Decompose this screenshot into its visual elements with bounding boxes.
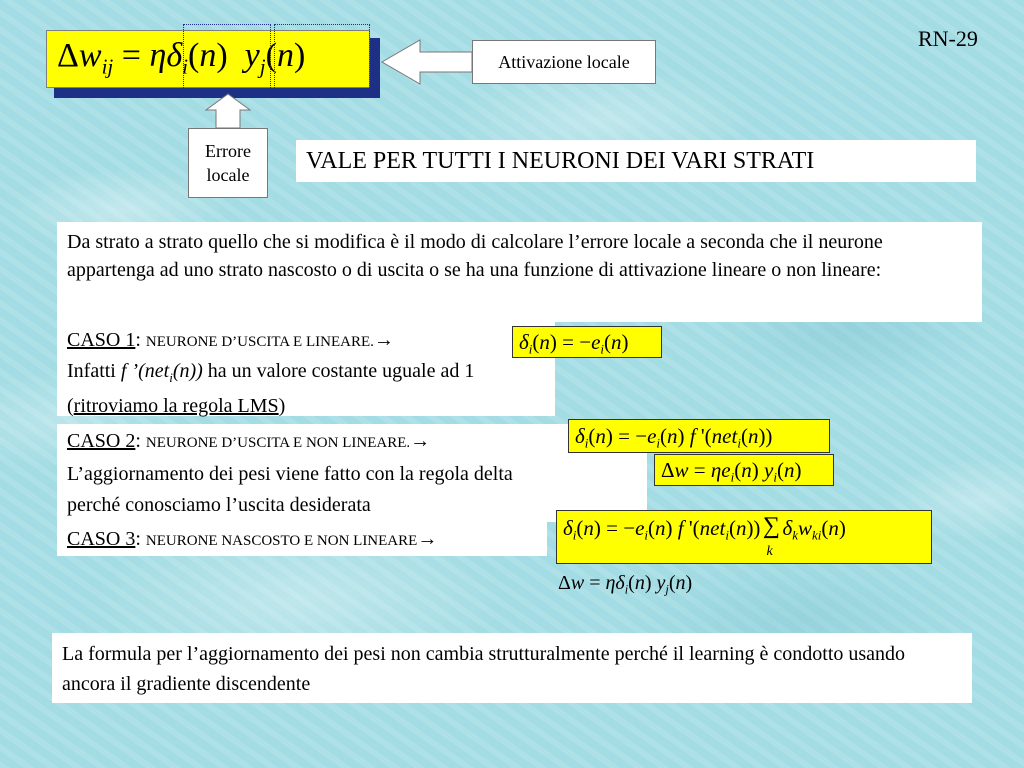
- errore-arrow: [206, 94, 250, 128]
- conclusion-paragraph: La formula per l’aggiornamento dei pesi non cambia strutturalmente perché il learning è condotto usando ancora il gradiente discendente: [52, 633, 972, 703]
- caso1-close: ): [278, 395, 286, 417]
- caso3-title: NEURONE NASCOSTO E NON LINEARE: [145, 533, 418, 549]
- caso1-rest: ha un valore costante uguale ad 1 (: [67, 360, 475, 417]
- caso1-n-close: (n)): [172, 360, 203, 382]
- caso2-line3: perché conosciamo l’uscita desiderata: [67, 494, 371, 516]
- errore-line1: Errore: [205, 141, 251, 161]
- caso3-sep: :: [135, 528, 146, 550]
- caso3-arrow: →: [417, 528, 438, 550]
- caso3-formula: $\delta_i(n) = -e_i(n)$ f '(net$_i$(n)) ∑ k $\delta_kw_{ki}(n)$: [556, 510, 932, 564]
- caso1-lms-link: ritroviamo la regola LMS: [73, 395, 279, 417]
- weight-update-formula: $\Delta w_{ij} = \eta\delta_i(n)$ $y_j(n)$: [57, 37, 306, 79]
- caso2-title: NEURONE D’USCITA E NON LINEARE.: [145, 435, 411, 451]
- vale-heading: VALE PER TUTTI I NEURONI DEI VARI STRATI: [296, 140, 976, 182]
- attivazione-arrow: [382, 40, 472, 84]
- attivazione-locale-callout: Attivazione locale: [472, 40, 656, 84]
- caso2-section: [57, 424, 647, 522]
- caso3-label: CASO 3: [67, 528, 136, 550]
- caso1-sep: :: [135, 329, 146, 351]
- caso2-arrow: →: [410, 430, 431, 452]
- caso3-weight-update-formula: $\Delta w = \eta\delta_i(n)$ $y_j(n)$: [558, 572, 693, 597]
- caso1-arrow: →: [373, 329, 394, 351]
- caso1-label: CASO 1: [67, 329, 136, 351]
- intro-paragraph: Da strato a strato quello che si modifica è il modo di calcolare l’errore locale a seconda che il neurone appartenga ad uno strato nascosto o di uscita o se ha una funzione di attivazione lineare o non lineare:: [57, 222, 982, 322]
- caso2-sep: :: [135, 430, 146, 452]
- caso2-line2: L’aggiornamento dei pesi viene fatto con la regola delta: [67, 463, 513, 485]
- delta-rule-formula: $\Delta w = \eta e_i(n)$ $y_i(n)$: [654, 454, 834, 486]
- caso1-fprime: f ’(net: [120, 360, 170, 382]
- caso1-section: [57, 322, 555, 416]
- caso2-formula: $\delta_i(n) = -e_i(n)$ f '(net$_i$(n)): [568, 419, 830, 453]
- errore-locale-callout: [188, 128, 268, 198]
- caso1-infatti: Infatti: [67, 360, 121, 382]
- caso3-section: [57, 522, 547, 556]
- errore-line2: locale: [206, 165, 250, 185]
- caso1-sub-i: i: [169, 370, 173, 385]
- slide-number: RN-29: [918, 26, 978, 51]
- caso2-label: CASO 2: [67, 430, 136, 452]
- sum-symbol: ∑ k: [762, 513, 780, 559]
- caso1-title: NEURONE D’USCITA E LINEARE.: [145, 334, 374, 350]
- caso1-formula: $\delta_i(n) = -e_i(n)$: [512, 326, 662, 358]
